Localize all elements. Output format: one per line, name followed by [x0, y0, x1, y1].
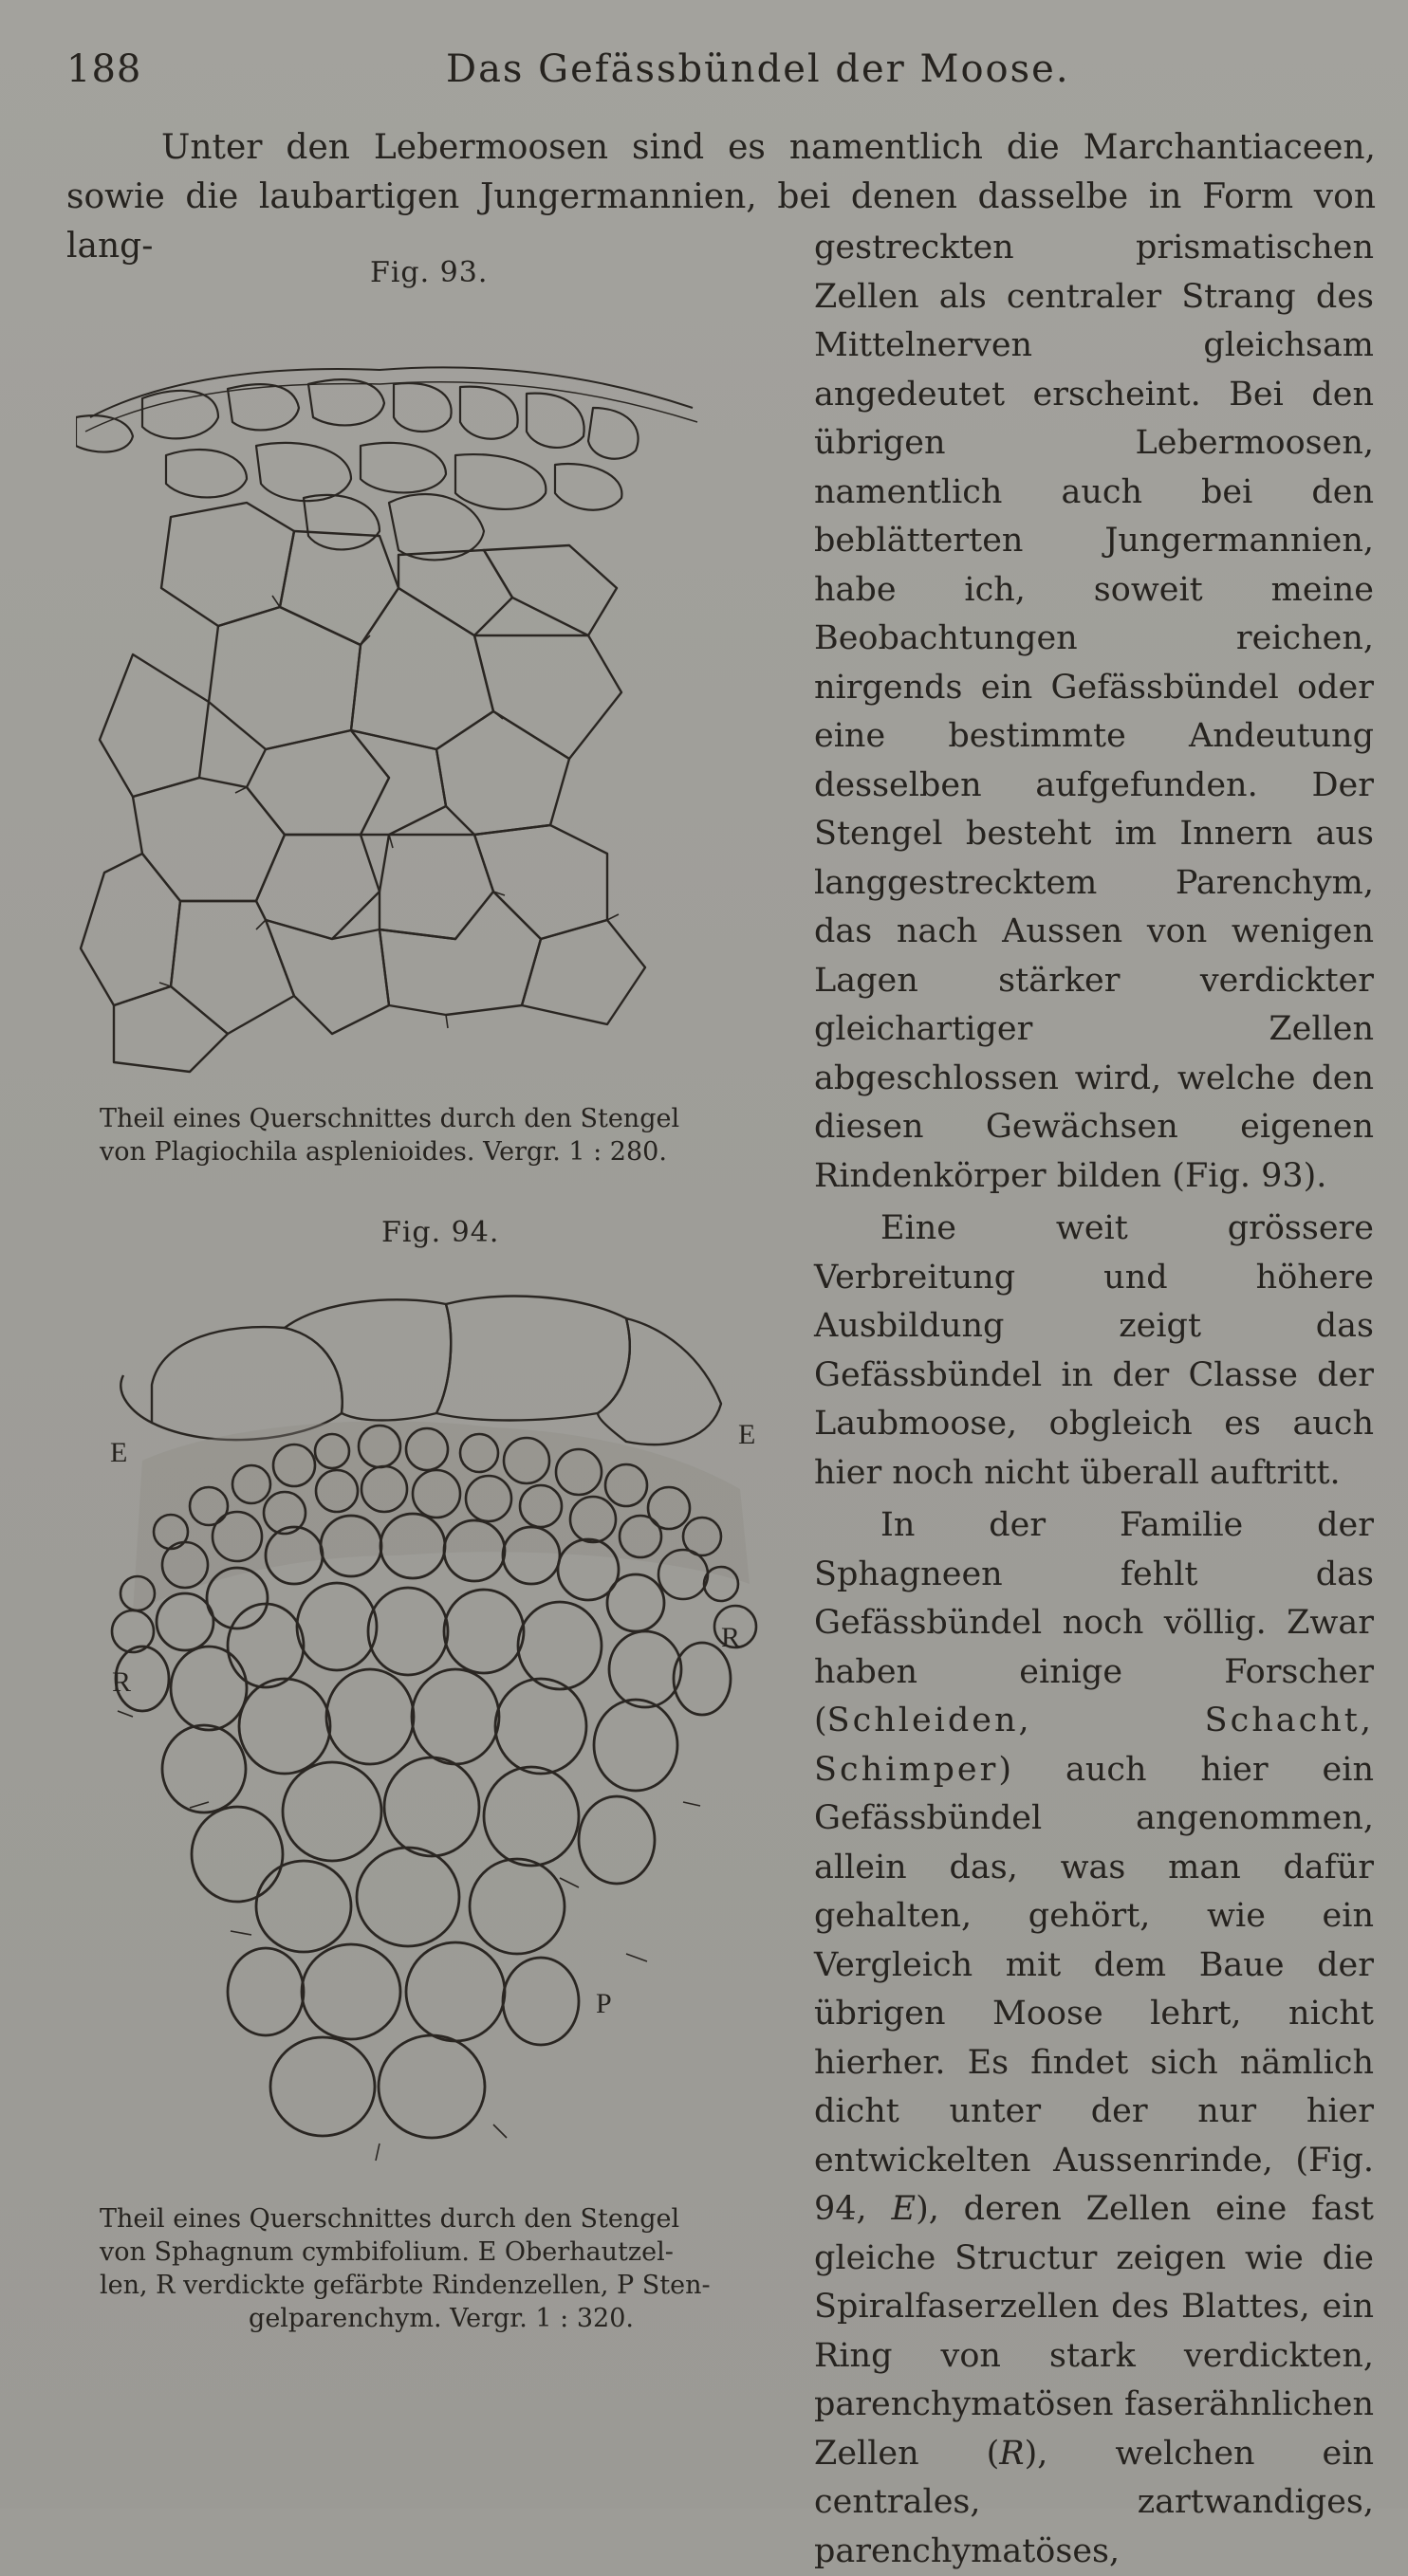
paragraph-2: Eine weit grössere Verbreitung und höhere Ausbildung zeigt das Gefässbündel in der Classe der Laubmoose, obgleich es auch hier noch nicht überall auftritt. [814, 1209, 1374, 1492]
intro-text: Unter den Lebermoosen sind es namentlich die Marchantiaceen, sowie die laubartigen Jungermannien, bei denen dasselbe in Form von lang- [66, 128, 1376, 266]
figure-93-caption-line-2: von Plagiochila asplenioides. Vergr. 1 : 280. [100, 1137, 667, 1167]
fig94-letter-r-right: R [721, 1622, 741, 1653]
ref-letter-r: R [999, 2434, 1025, 2473]
paragraph-3-start: In der Familie der Sphagneen fehlt das Gefässbündel noch völlig. Zwar haben einige Forscher ( [814, 1506, 1374, 1739]
figure-93-label: Fig. 93. [370, 256, 489, 289]
running-head [66, 47, 1342, 104]
figure-94-svg [95, 1271, 778, 2181]
figure-94-label: Fig. 94. [381, 1216, 500, 1249]
figure-94-caption-line-2: von Sphagnum cymbifolium. E Oberhautzel- [100, 2237, 674, 2267]
figure-94-caption [100, 2202, 783, 2335]
figure-93-caption [100, 1102, 783, 1168]
fig94-letter-e-right: E [738, 1419, 756, 1450]
fig94-letter-e-left: E [110, 1437, 128, 1468]
paragraph-3-end: ), welchen ein centrales, zartwandiges, parenchymatöses, [814, 2434, 1374, 2570]
figure-93-drawing [76, 341, 778, 1081]
paragraph-3-mid: ) auch hier ein Gefässbündel angenommen, allein das, was man dafür gehalten, gehört, wie ein Vergleich mit dem Baue der übrigen Moose lehrt, nicht hierher. Es findet sich nämlich dicht unter der nur hier entwickelten Aussenrinde, (Fig. 94, [814, 1750, 1374, 2228]
paragraph-3-mid2: ), deren Zellen eine fast gleiche Structur zeigen wie die Spiralfaserzellen des Blattes, ein Ring von stark verdickten, parenchymatösen faserähnlichen Zellen ( [814, 2190, 1374, 2473]
fig93-inner-cells [81, 503, 645, 1072]
page-number: 188 [66, 47, 142, 91]
figure-93-caption-line-1: Theil eines Querschnittes durch den Stengel [100, 1104, 680, 1133]
figure-94-caption-line-4: gelparenchym. Vergr. 1 : 320. [249, 2304, 634, 2333]
body-text-column [814, 224, 1374, 2576]
paragraph-1: gestreckten prismatischen Zellen als centraler Strang des Mittelnerven gleichsam angedeutet erscheint. Bei den übrigen Lebermoosen, namentlich auch bei den beblätterten Jungermannien, habe ich, soweit meine Beobachtungen reichen, nirgends ein Gefässbündel oder eine bestimmte Andeutung desselben aufgefunden. Der Stengel besteht im Innern aus langgestrecktem Parenchym, das nach Aussen von wenigen Lagen stärker verdickter gleichartiger Zellen abgeschlossen wird, welche den diesen Gewächsen eigenen Rindenkörper bilden (Fig. 93). [814, 229, 1374, 1195]
figure-94-caption-line-1: Theil eines Querschnittes durch den Stengel [100, 2204, 680, 2234]
fig94-parenchyma-cells [116, 1514, 731, 2138]
fig94-letter-p: P [596, 1988, 612, 2019]
fig93-outer-cells [76, 379, 639, 560]
ref-letter-e: E [891, 2190, 917, 2228]
figure-94-drawing [95, 1271, 778, 2181]
figure-94-caption-line-3: len, R verdickte gefärbte Rindenzellen, P Sten- [100, 2271, 711, 2300]
header-title: Das Gefässbündel der Moose. [446, 47, 1070, 91]
paragraph-3 [814, 1501, 1374, 2576]
author-names: Schleiden, Schacht, Schimper [814, 1702, 1374, 1789]
fig94-letter-r-left: R [112, 1666, 132, 1698]
figure-93-svg [76, 341, 778, 1081]
